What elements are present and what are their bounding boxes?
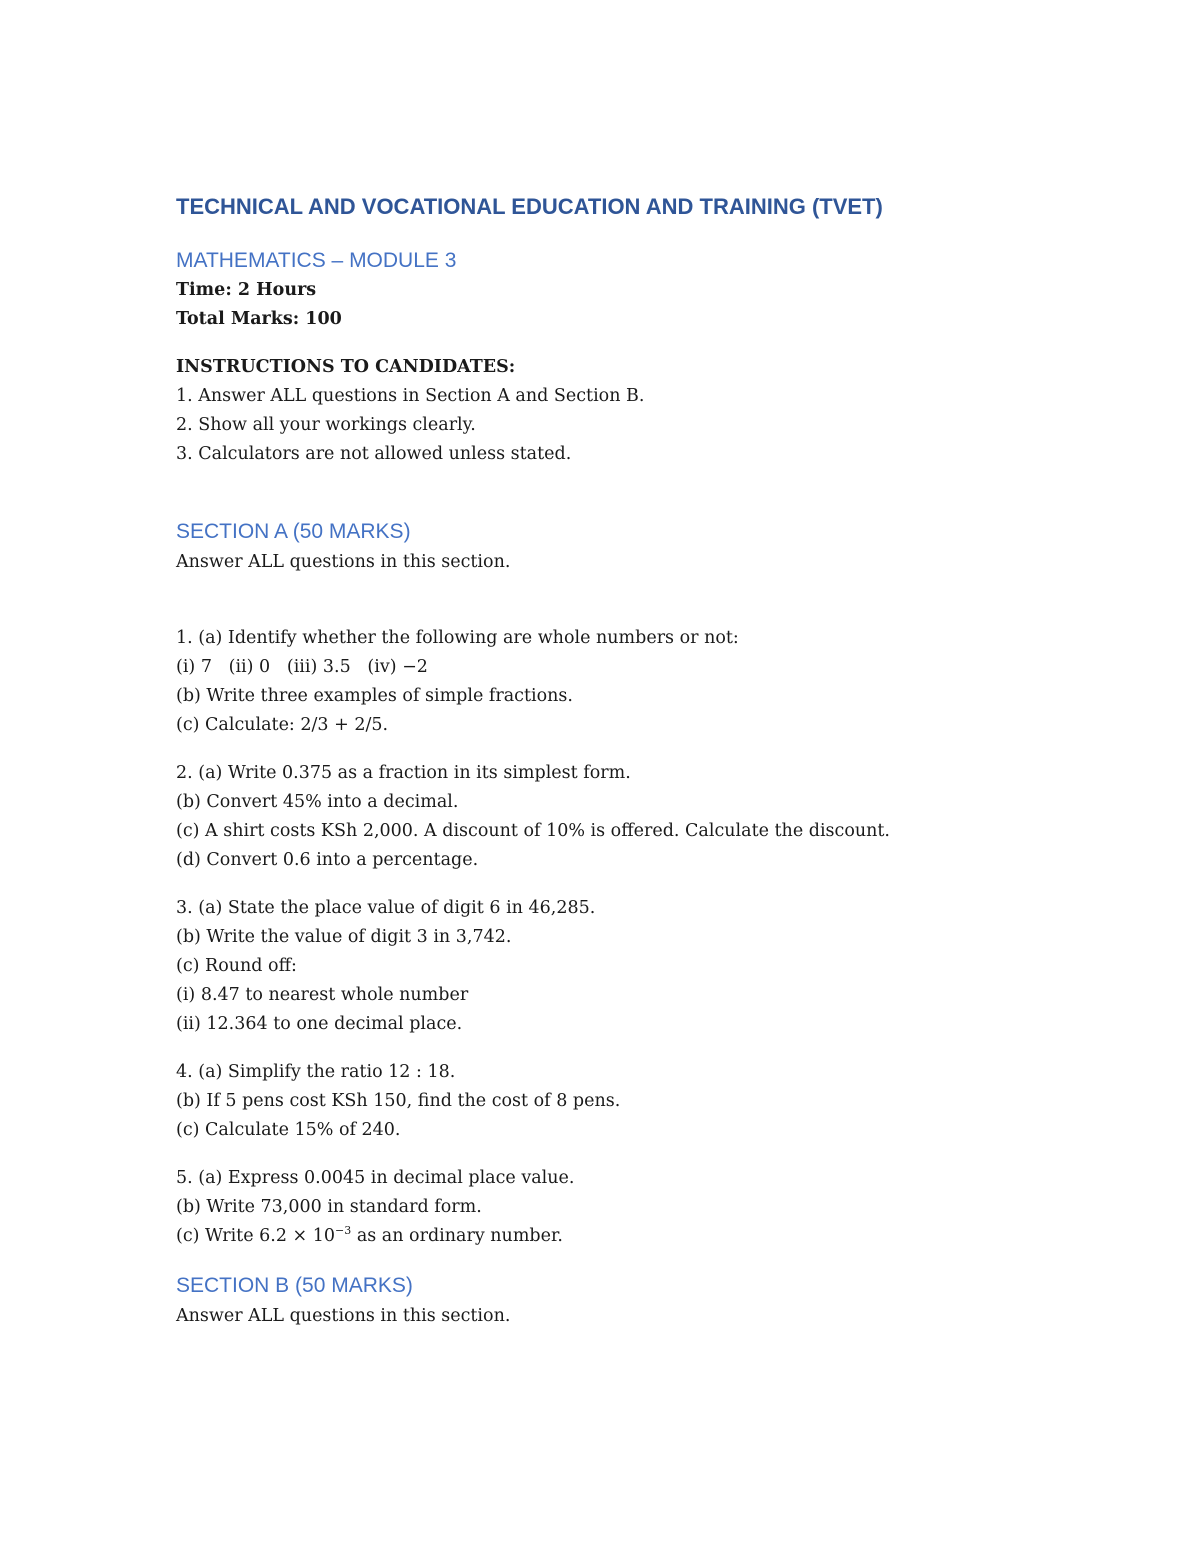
- spacer: [176, 875, 1036, 894]
- section-a-heading: SECTION A (50 MARKS): [176, 520, 411, 543]
- instruction-item: 2. Show all your workings clearly.: [176, 415, 476, 435]
- spacer: [176, 1039, 1036, 1058]
- spacer: [176, 469, 1036, 516]
- question-line: (ii) 12.364 to one decimal place.: [176, 1014, 463, 1034]
- question-4: [176, 1058, 1036, 1145]
- question-line: (b) If 5 pens cost KSh 150, find the cost of 8 pens.: [176, 1091, 621, 1111]
- document-subtitle: MATHEMATICS – MODULE 3: [176, 249, 457, 272]
- document-title: TECHNICAL AND VOCATIONAL EDUCATION AND TRAINING (TVET): [176, 194, 883, 219]
- question-2: [176, 759, 1036, 875]
- question-line: (d) Convert 0.6 into a percentage.: [176, 850, 479, 870]
- question-line: (b) Convert 45% into a decimal.: [176, 792, 459, 812]
- spacer: [176, 1251, 1036, 1270]
- section-b-heading: SECTION B (50 MARKS): [176, 1274, 413, 1297]
- spacer: [176, 334, 1036, 353]
- question-line: 4. (a) Simplify the ratio 12 : 18.: [176, 1062, 456, 1082]
- question-line: (i) 7 (ii) 0 (iii) 3.5 (iv) −2: [176, 657, 428, 677]
- exam-time: Time: 2 Hours: [176, 280, 317, 300]
- instruction-item: 3. Calculators are not allowed unless stated.: [176, 444, 572, 464]
- question-line: (c) Round off:: [176, 956, 297, 976]
- document-content: [176, 190, 1036, 1331]
- question-1: [176, 624, 1036, 740]
- question-line: 1. (a) Identify whether the following are whole numbers or not:: [176, 628, 739, 648]
- spacer: [176, 1145, 1036, 1164]
- question-line: 5. (a) Express 0.0045 in decimal place value.: [176, 1168, 575, 1188]
- question-line-with-exponent: [176, 1222, 1036, 1251]
- question-line: (b) Write 73,000 in standard form.: [176, 1197, 482, 1217]
- section-b-note: Answer ALL questions in this section.: [176, 1306, 511, 1326]
- question-line: (c) Calculate 15% of 240.: [176, 1120, 401, 1140]
- question-line: (b) Write three examples of simple fractions.: [176, 686, 573, 706]
- line-prefix: (c) Write 6.2 × 10: [176, 1226, 336, 1246]
- instruction-item: 1. Answer ALL questions in Section A and Section B.: [176, 386, 645, 406]
- question-line: (b) Write the value of digit 3 in 3,742.: [176, 927, 512, 947]
- question-line: (c) A shirt costs KSh 2,000. A discount of 10% is offered. Calculate the discount.: [176, 821, 890, 841]
- question-line: (c) Calculate: 2/3 + 2/5.: [176, 715, 389, 735]
- question-line: 3. (a) State the place value of digit 6 in 46,285.: [176, 898, 596, 918]
- exponent: −3: [335, 1224, 352, 1238]
- question-3: [176, 894, 1036, 1039]
- instructions-heading: INSTRUCTIONS TO CANDIDATES:: [176, 357, 516, 377]
- spacer: [176, 577, 1036, 624]
- question-line: 2. (a) Write 0.375 as a fraction in its simplest form.: [176, 763, 631, 783]
- question-5: [176, 1164, 1036, 1251]
- spacer: [176, 740, 1036, 759]
- exam-total-marks: Total Marks: 100: [176, 309, 342, 329]
- question-line: (i) 8.47 to nearest whole number: [176, 985, 469, 1005]
- line-suffix: as an ordinary number.: [351, 1226, 563, 1246]
- section-a-note: Answer ALL questions in this section.: [176, 552, 511, 572]
